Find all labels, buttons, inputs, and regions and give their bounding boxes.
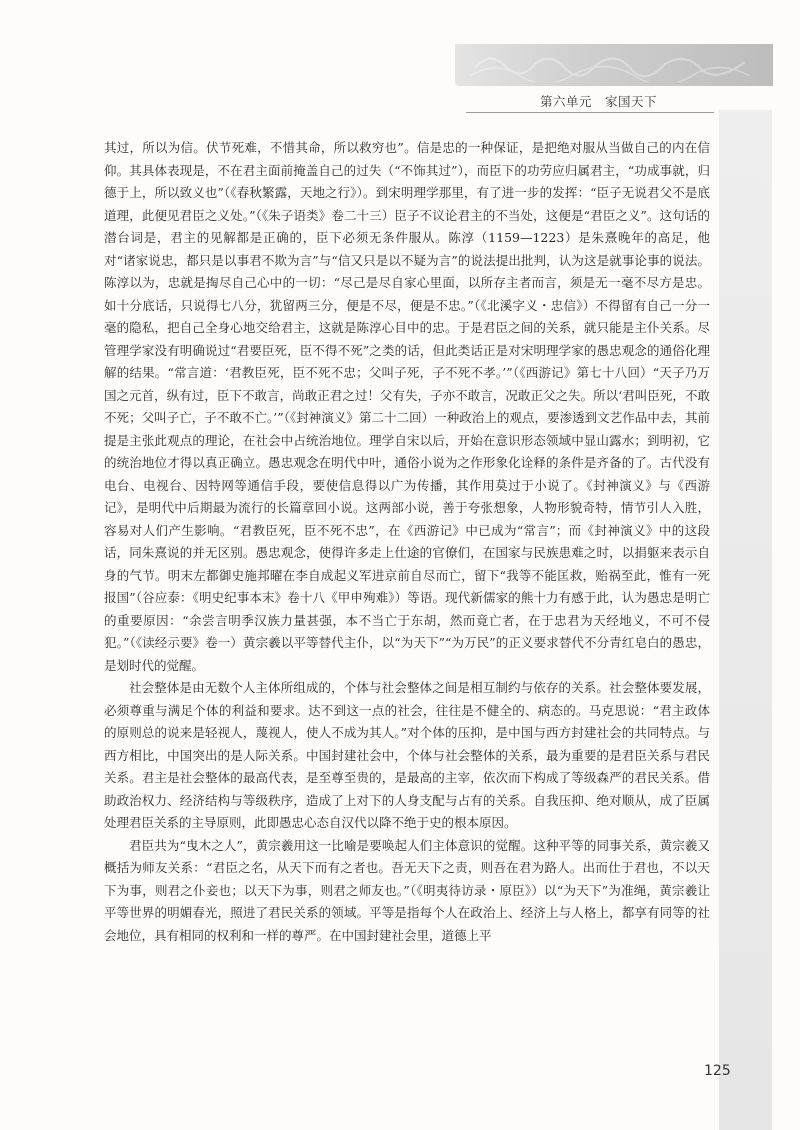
side-margin-bar: [719, 110, 772, 1130]
paragraph: 社会整体是由无数个人主体所组成的，个体与社会整体之间是相互制约与依存的关系。社会整体要发展，必须尊重与满足个体的利益和要求。达不到这一点的社会，往往是不健全的、病态的。马克思说：“君主政体的原则总的说来是轻视人，蔑视人，使人不成为其人。”对个体的压抑，是中国与西方封建社会的共同特点。与西方相比，中国突出的是人际关系。中国封建社会中，个体与社会整体的关系，最为重要的是君臣关系与君民关系。君主是社会整体的最高代表，是至尊至贵的，是最高的主宰，依次而下构成了等级森严的君民关系。借助政治权力、经济结构与等级秩序，造成了上对下的人身支配与占有的关系。自我压抑、绝对顺从，成了臣属处理君臣关系的主导原则，此即愚忠心态自汉代以降不绝于史的根本原因。: [104, 680, 710, 830]
swirl-pattern-icon: [465, 48, 755, 82]
paragraph: 其过，所以为信。伏节死难，不惜其命，所以救穷也”。信是忠的一种保证，是把绝对服从当做自己的内在信仰。其具体表现是，不在君主面前掩盖自己的过失（“不饰其过”），而臣下的功劳应归属君主，“功成事就，归德于上，所以致义也”（《春秋繁露，天地之行》）。到宋明理学那里，有了进一步的发挥：“臣子无说君父不是底道理，此便见君臣之义处。”（《朱子语类》卷二十三）臣子不议论君主的不当处，这便是“君臣之义”。这句话的潜台词是，君主的见解都是正确的，臣下必须无条件服从。陈淳（1159—1223）是朱熹晚年的高足，他对“诸家说忠，都只是以事君不欺为言”与“信又只是以不疑为言”的说法提出批判，认为这是就事论事的说法。陈淳以为，忠就是掏尽自己心中的一切：“尽己是尽自家心里面，以所存主者而言，须是无一毫不尽方是忠。如十分底话，只说得七八分，犹留两三分，便是不尽，便是不忠。”（《北溪字义・忠信》）不得留有自己一分一毫的隐私，把自己全身心地交给君主，这就是陈淳心目中的忠。于是君臣之间的关系，就只能是主仆关系。尽管理学家没有明确说过“君要臣死，臣不得不死”之类的话，但此类话正是对宋明理学家的愚忠观念的通俗化理解的结果。“常言道：‘君教臣死，臣不死不忠；父叫子死，子不死不孝。’”（《西游记》第七十八回）“天子乃万国之元首，纵有过，臣下不敢言，尚敢正君之过！父有失，子亦不敢言，况敢正父之失。所以‘君叫臣死，不敢不死；父叫子亡，子不敢不亡。’”（《封神演义》第二十二回）一种政治上的观点，要渗透到文艺作品中去，其前提是主张此观点的理论，在社会中占统治地位。理学自宋以后，开始在意识形态领域中显山露水；到明初，它的统治地位才得以真正确立。愚忠观念在明代中叶，通俗小说为之作形象化诠释的条件是齐备的了。古代没有电台、电视台、因特网等通信手段，要使信息得以广为传播，其作用莫过于小说了。《封神演义》与《西游记》，是明代中后期最为流行的长篇章回小说。这两部小说，善于夸张想象，人物形貌奇特，情节引人入胜，容易对人们产生影响。“君教臣死，臣不死不忠”，在《西游记》中已成为“常言”；而《封神演义》中的这段话，同朱熹说的并无区别。愚忠观念，使得许多走上仕途的官僚们，在国家与民族患难之时，以捐躯来表示自身的气节。明末左都御史施邦曜在李自成起义军进京前自尽而亡，留下“我等不能匡救，贻祸至此，惟有一死报国”（谷应泰：《明史纪事本末》卷十八《甲申殉难》）等语。现代新儒家的熊十力有感于此，认为愚忠是明亡的重要原因：“余尝言明季汉族力量甚强，本不当亡于东胡，然而竟亡者，在于忠君为天经地义，不可不侵犯。”（《读经示要》卷一）黄宗羲以平等替代主仆，以“为天下”“为万民”的正义要求替代不分青红皂白的愚忠，是划时代的觉醒。: [104, 140, 710, 673]
page-number: 125: [704, 1063, 731, 1079]
header-divider: [466, 112, 714, 113]
body-text: [104, 137, 710, 947]
paragraph: 君臣共为“曳木之人”，黄宗羲用这一比喻是要唤起人们主体意识的觉醒。这种平等的同事关系，黄宗羲又概括为师友关系：“君臣之名，从天下而有之者也。吾无天下之责，则吾在君为路人。出而仕于君也，不以天下为事，则君之仆妾也；以天下为事，则君之师友也。”（《明夷待访录・原臣》）以“为天下”为准绳，黄宗羲让平等世界的明媚春光，照进了君民关系的领域。平等是指每个人在政治上、经济上与人格上，都享有同等的社会地位，具有相同的权利和一样的尊严。在中国封建社会里，道德上平: [104, 837, 710, 943]
header-decoration: [455, 44, 773, 86]
unit-title: 第六单元 家国天下: [540, 94, 658, 109]
